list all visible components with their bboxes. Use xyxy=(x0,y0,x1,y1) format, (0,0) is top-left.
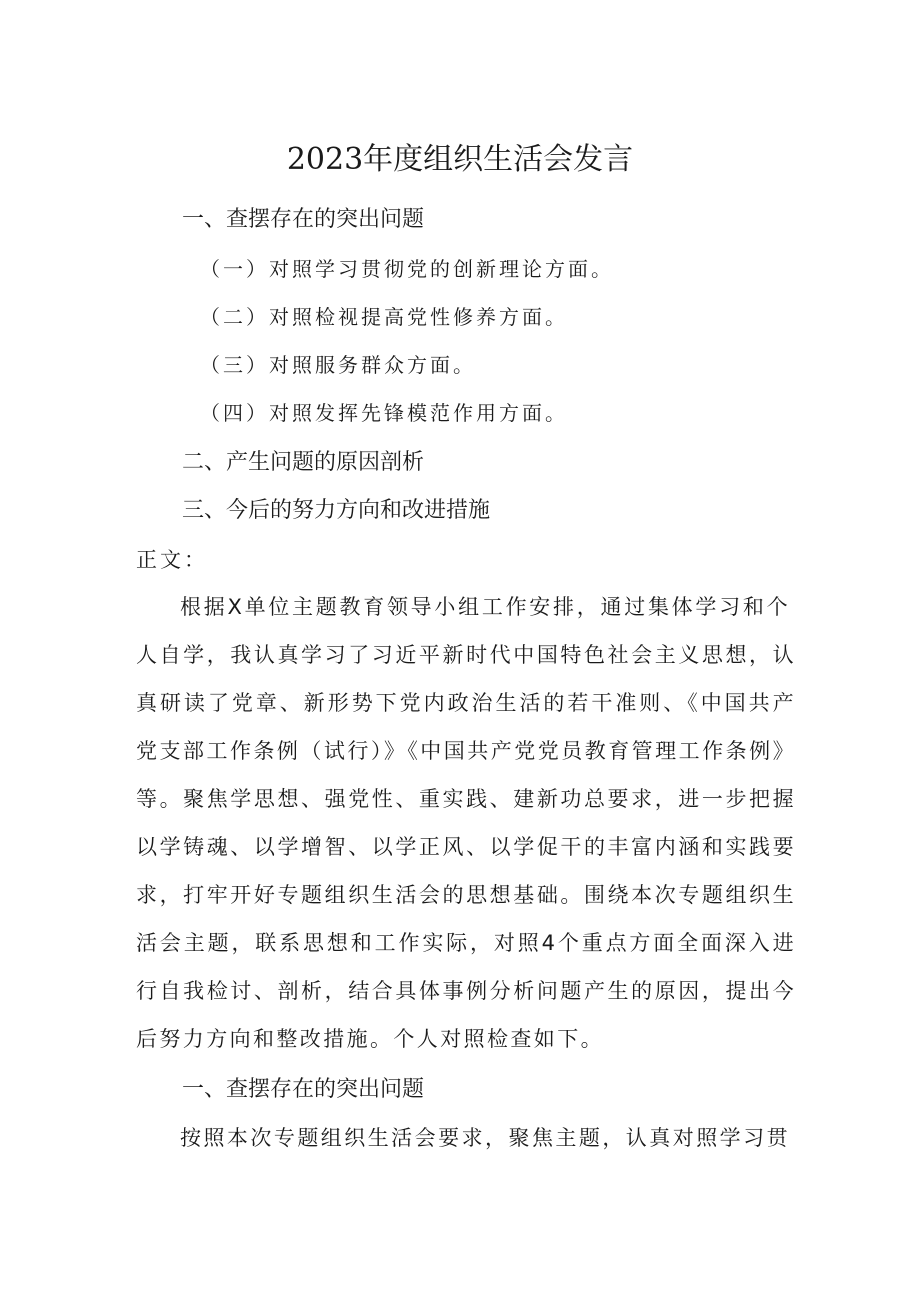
paragraph-line: 人自学，我认真学习了习近平新时代中国特色社会主义思想，认 xyxy=(136,643,796,667)
paragraph-line: 后努力方向和整改措施。个人对照检查如下。 xyxy=(136,1027,604,1051)
paragraph-line: 真研读了党章、新形势下党内政治生活的若干准则、《中国共产 xyxy=(136,691,796,715)
outline-item-1: （一）对照学习贯彻党的创新理论方面。 xyxy=(200,257,614,281)
outline-heading-3: 三、今后的努力方向和改进措施 xyxy=(182,498,491,523)
document-title: 2023年度组织生活会发言 xyxy=(286,142,634,177)
section-first-line: 按照本次专题组织生活会要求，聚焦主题，认真对照学习贯 xyxy=(180,1126,790,1150)
section-heading: 一、查摆存在的突出问题 xyxy=(182,1077,425,1102)
paragraph-line: 根据X单位主题教育领导小组工作安排，通过集体学习和个 xyxy=(180,595,790,619)
outline-heading-2: 二、产生问题的原因剖析 xyxy=(182,450,425,475)
paragraph-line: 活会主题，联系思想和工作实际，对照4个重点方面全面深入进 xyxy=(136,931,796,955)
paragraph-line: 等。聚焦学思想、强党性、重实践、建新功总要求，进一步把握 xyxy=(136,787,796,811)
body-label: 正文： xyxy=(136,548,208,572)
outline-item-2: （二）对照检视提高党性修养方面。 xyxy=(200,305,568,329)
outline-item-4: （四）对照发挥先锋模范作用方面。 xyxy=(200,401,568,425)
paragraph-line: 以学铸魂、以学增智、以学正风、以学促干的丰富内涵和实践要 xyxy=(136,835,796,859)
paragraph-line: 求，打牢开好专题组织生活会的思想基础。围绕本次专题组织生 xyxy=(136,883,796,907)
paragraph-line: 行自我检讨、剖析，结合具体事例分析问题产生的原因，提出今 xyxy=(136,979,796,1003)
outline-heading-1: 一、查摆存在的突出问题 xyxy=(182,207,425,232)
outline-item-3: （三）对照服务群众方面。 xyxy=(200,353,476,377)
paragraph-line: 党支部工作条例（试行）》《中国共产党党员教育管理工作条例》 xyxy=(136,739,796,763)
